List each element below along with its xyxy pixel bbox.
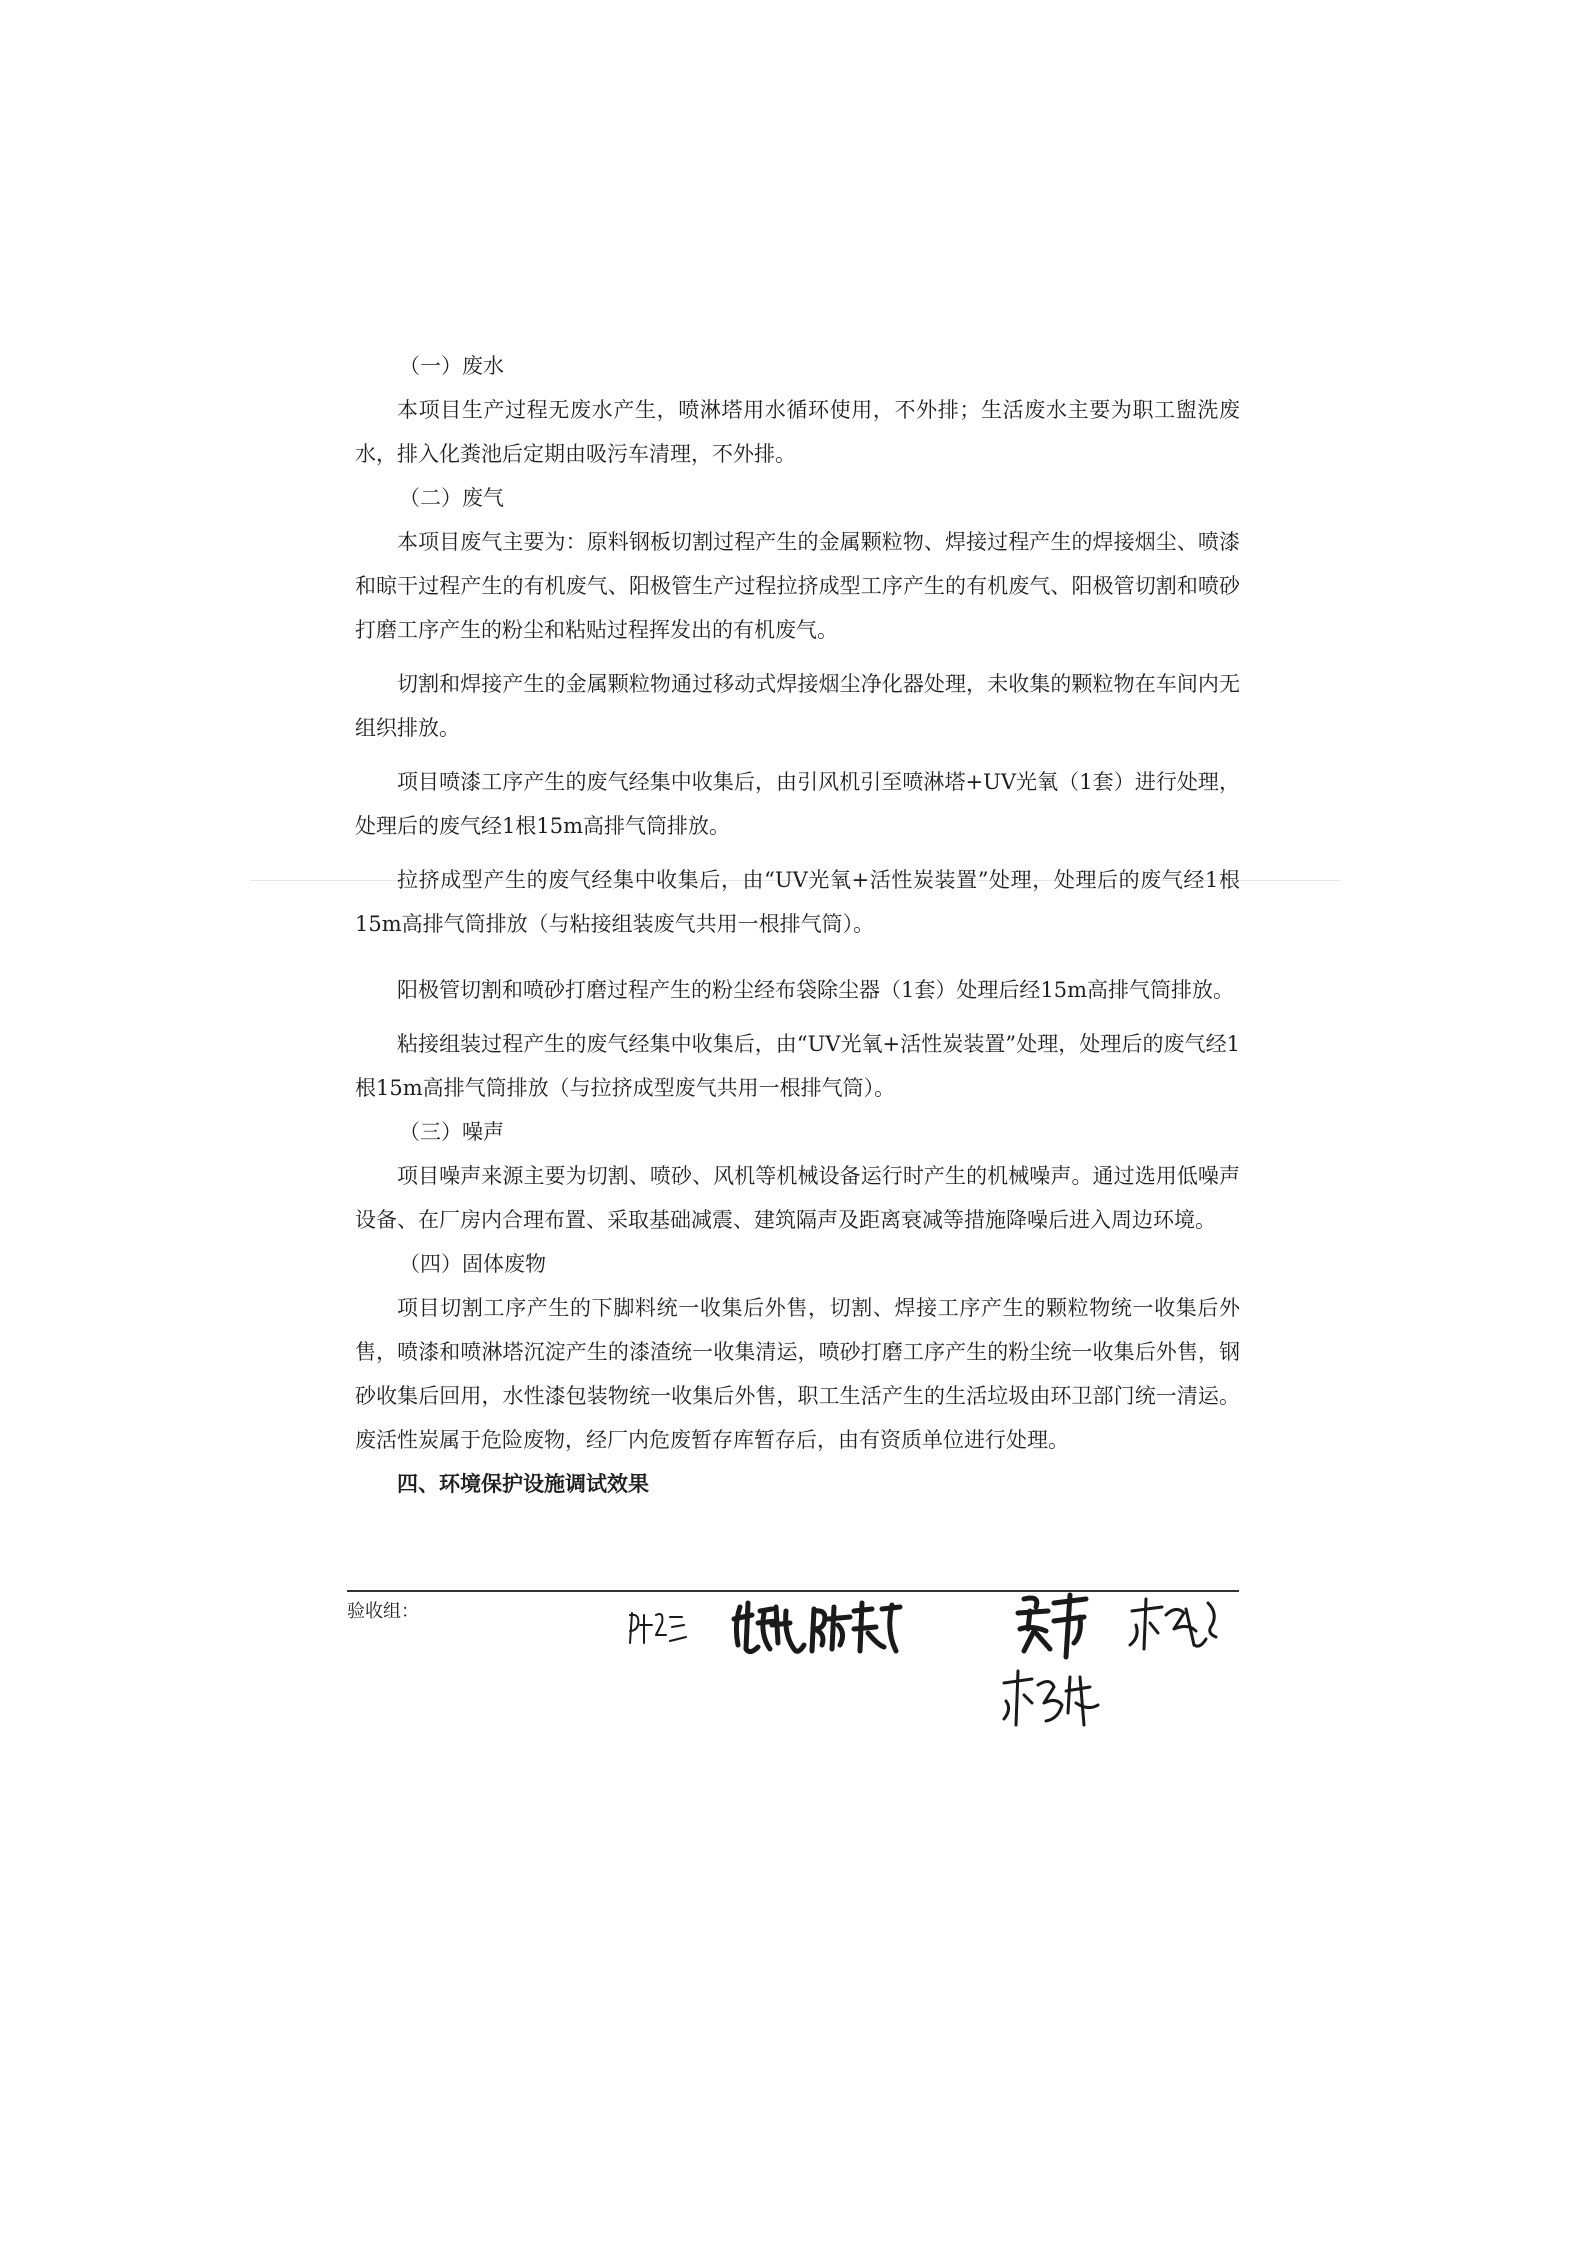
document-body xyxy=(355,344,1240,1506)
heading-noise: （三）噪声 xyxy=(399,1120,504,1144)
signature-4 xyxy=(1018,1595,1086,1657)
handwritten-signatures xyxy=(600,1585,1260,1735)
signature-3 xyxy=(812,1603,900,1651)
heading-wastewater: （一）废水 xyxy=(399,354,504,378)
paragraph-noise: 项目噪声来源主要为切割、喷砂、风机等机械设备运行时产生的机械噪声。通过选用低噪声设备、在厂房内合理布置、采取基础减震、建筑隔声及距离衰减等措施降噪后进入周边环境。 xyxy=(355,1164,1240,1232)
signature-6 xyxy=(1004,1671,1098,1725)
paragraph-wastewater: 本项目生产过程无废水产生，喷淋塔用水循环使用，不外排；生活废水主要为职工盥洗废水，排入化粪池后定期由吸污车清理，不外排。 xyxy=(355,398,1240,466)
signature-label: 验收组： xyxy=(347,1601,419,1622)
paragraph-exhaust-4: 拉挤成型产生的废气经集中收集后，由“UV光氧+活性炭装置”处理，处理后的废气经1根15m高排气筒排放（与粘接组装废气共用一根排气筒）。 xyxy=(355,868,1240,936)
section-four-title: 四、环境保护设施调试效果 xyxy=(397,1472,649,1496)
paragraph-exhaust-2: 切割和焊接产生的金属颗粒物通过移动式焊接烟尘净化器处理，未收集的颗粒物在车间内无组织排放。 xyxy=(355,672,1240,740)
heading-solid-waste: （四）固体废物 xyxy=(399,1252,546,1276)
signature-1 xyxy=(630,1613,686,1643)
signatures-drawing xyxy=(600,1585,1260,1735)
paragraph-solid-waste: 项目切割工序产生的下脚料统一收集后外售，切割、焊接工序产生的颗粒物统一收集后外售，喷漆和喷淋塔沉淀产生的漆渣统一收集清运，喷砂打磨工序产生的粉尘统一收集后外售，钢砂收集后回用，水性漆包装物统一收集后外售，职工生活产生的生活垃圾由环卫部门统一清运。废活性炭属于危险废物，经厂内危废暂存库暂存后，由有资质单位进行处理。 xyxy=(355,1296,1240,1452)
heading-exhaust: （二）废气 xyxy=(399,486,504,510)
paragraph-exhaust-3: 项目喷漆工序产生的废气经集中收集后，由引风机引至喷淋塔+UV光氧（1套）进行处理，处理后的废气经1根15m高排气筒排放。 xyxy=(355,770,1240,838)
paragraph-exhaust-5: 阳极管切割和喷砂打磨过程产生的粉尘经布袋除尘器（1套）处理后经15m高排气筒排放。 xyxy=(397,978,1234,1002)
paragraph-exhaust-1: 本项目废气主要为：原料钢板切割过程产生的金属颗粒物、焊接过程产生的焊接烟尘、喷漆和晾干过程产生的有机废气、阳极管生产过程拉挤成型工序产生的有机废气、阳极管切割和喷砂打磨工序产生的粉尘和粘贴过程挥发出的有机废气。 xyxy=(355,530,1240,642)
signature-2 xyxy=(734,1603,804,1652)
paragraph-exhaust-6: 粘接组装过程产生的废气经集中收集后，由“UV光氧+活性炭装置”处理，处理后的废气经1根15m高排气筒排放（与拉挤成型废气共用一根排气筒）。 xyxy=(355,1032,1240,1100)
signature-5 xyxy=(1130,1599,1216,1649)
